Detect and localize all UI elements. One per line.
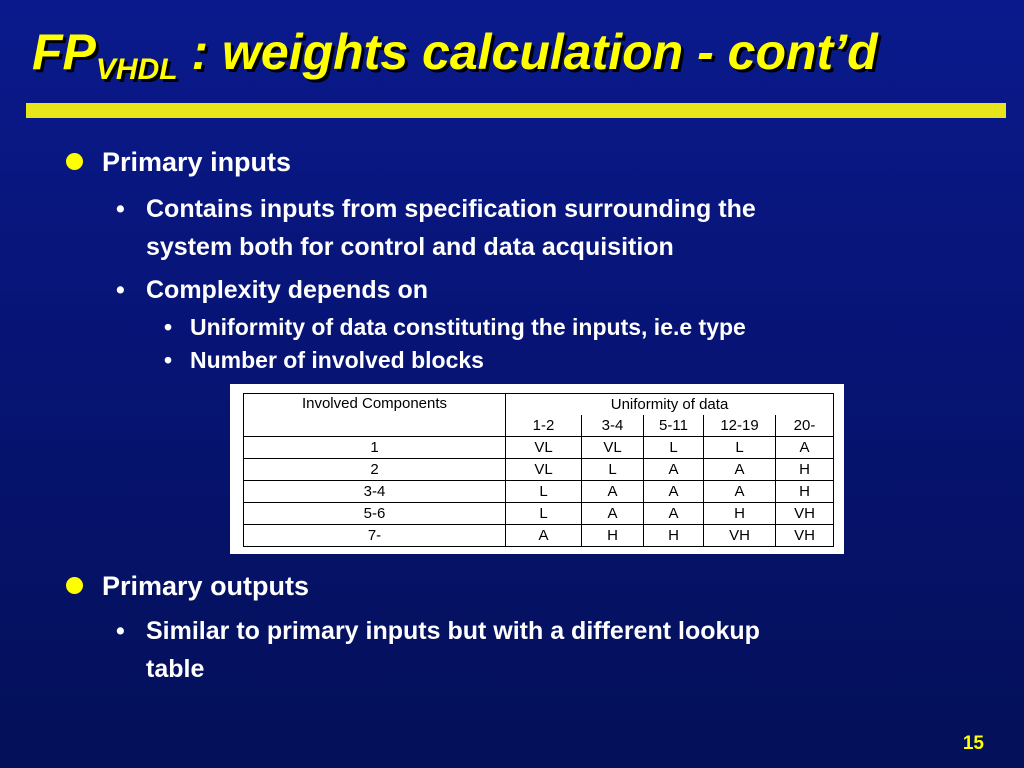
table-row [244,525,834,547]
table-cell: A [582,503,644,525]
table-cell: H [644,525,704,547]
table-header-row [244,394,834,416]
table-row [244,437,834,459]
table-cell: A [644,459,704,481]
table-cell: L [644,437,704,459]
bullet-primary-inputs [66,146,291,178]
table-row [244,481,834,503]
row-label-cell: 5-6 [244,503,506,525]
table-cell: A [776,437,834,459]
bullet-text [146,190,756,266]
column-header-cell: 12-19 [704,415,776,437]
bullet-disc-icon [66,153,83,170]
bullet-dot-icon: • [116,276,125,304]
table-row [244,459,834,481]
bullet-text-line: Contains inputs from specification surrounding the [146,195,756,223]
bullet-text: Primary inputs [102,147,292,177]
slide-title [32,22,878,100]
bullet-text: Uniformity of data constituting the inputs, ie.e type [190,314,746,340]
bullet-text-line: Similar to primary inputs but with a different lookup [146,617,760,645]
table-cell: A [506,525,582,547]
lookup-table [243,393,834,547]
table-row [244,503,834,525]
table-cell: H [704,503,776,525]
page-number: 15 [962,733,984,754]
table-cell: L [582,459,644,481]
column-header-cell: 20- [776,415,834,437]
bullet-text: Number of involved blocks [190,347,484,373]
table-cell: A [704,459,776,481]
bullet-dot-icon: • [116,617,125,645]
table-cell: VL [506,459,582,481]
table-cell: L [506,481,582,503]
row-label-cell: 3-4 [244,481,506,503]
bullet-similar [116,612,760,688]
table-cell: H [582,525,644,547]
table-cell: L [506,503,582,525]
table-cell: A [644,481,704,503]
row-label-cell: 2 [244,459,506,481]
bullet-complexity [116,271,428,309]
title-subscript: VHDL [95,53,178,86]
bullet-text: Complexity depends on [146,276,428,304]
column-header-cell: 3-4 [582,415,644,437]
table-cell: VH [704,525,776,547]
table-cell: A [644,503,704,525]
table-cell: A [582,481,644,503]
table-cell: H [776,459,834,481]
bullet-dot-icon: • [116,195,125,223]
bullet-uniformity [164,312,746,342]
table-cell: VL [506,437,582,459]
table-cell: VH [776,503,834,525]
bullet-text [146,612,760,688]
table-cell: L [704,437,776,459]
row-label-cell: 1 [244,437,506,459]
title-divider [26,103,1006,118]
row-header-cell: Involved Components [244,394,506,437]
bullet-contains-inputs [116,190,756,266]
title-rest: : weights calculation - cont’d [177,24,878,80]
lookup-table-panel [230,384,844,554]
bullet-disc-icon [66,577,83,594]
bullet-text-line: system both for control and data acquisition [146,233,674,261]
column-header-cell: 1-2 [506,415,582,437]
bullet-dot-icon: • [164,314,173,340]
table-cell: A [704,481,776,503]
table-cell: VL [582,437,644,459]
bullet-blocks [164,345,484,375]
bullet-dot-icon: • [164,347,173,373]
bullet-text: Primary outputs [102,571,310,601]
table-cell: VH [776,525,834,547]
table-cell: H [776,481,834,503]
bullet-primary-outputs [66,570,309,602]
column-header-cell: 5-11 [644,415,704,437]
group-header-cell: Uniformity of data [506,394,834,416]
bullet-text-line: table [146,655,205,683]
title-main: FP [32,24,96,80]
row-label-cell: 7- [244,525,506,547]
